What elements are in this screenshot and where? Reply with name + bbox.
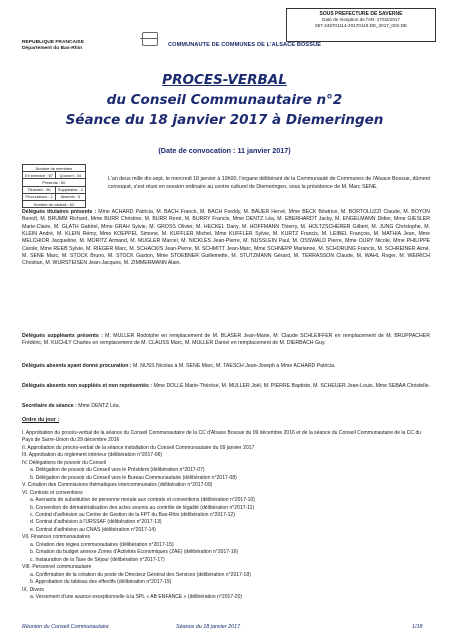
agenda-item: a. Versement d'une avance exceptionnelle à la SPL « AB ENFANCE » (délibération n°2017-20) — [30, 593, 243, 600]
agenda-item: b. Délégation de pouvoir du Conseil vers le Bureau Communautaire (délibération n°2017-08) — [30, 474, 237, 481]
suppleants-paragraph — [22, 333, 430, 348]
agenda-item: c. Contrat d'adhésion au Centre de Gestion de la FPT du Bas-Rhin (délibération n°2017-12) — [30, 511, 235, 518]
agenda-item: d. Contrat d'adhésion à l'URSSAF (délibération n°2017-13) — [30, 519, 162, 526]
members-absents: Absents : 5 — [55, 193, 85, 200]
agenda-item: III. Approbation du règlement intérieur (délibération n°2017-06) — [22, 452, 163, 459]
document-title: PROCES-VERBAL — [162, 72, 287, 88]
agenda-item: b. Création du budget annexe Zones d'Activités Economiques (ZAE) (délibération n°2017-16) — [30, 549, 239, 556]
community-logo-icon — [142, 32, 158, 46]
secretary-paragraph — [22, 403, 430, 410]
agenda-item: a. Confirmation de la création du poste de Directeur Général des Services (délibération n°2017-18) — [30, 571, 251, 578]
convocation-date: (Date de convocation : 11 janvier 2017) — [158, 146, 291, 155]
agenda-item: b. Approbation du tableau des effectifs (délibération n°2017-19) — [30, 579, 172, 586]
procuration-label: Délégués absents ayant donné procuration : — [22, 363, 132, 369]
agenda-item: VIII. Personnel communautaire — [22, 564, 92, 571]
procuration-paragraph — [22, 363, 430, 370]
session-date-title: Séance du 18 janvier 2017 à Diemeringen — [65, 112, 384, 128]
secretary-label: Secrétaire de séance : — [22, 403, 77, 409]
secretary-name: Mme DENTZ Léa. — [78, 403, 121, 409]
members-suppleants: Suppléants : 4 — [55, 186, 85, 193]
titulaires-label: Délégués titulaires présents : — [22, 209, 97, 215]
stamp-line-1: SOUS PREFECTURE DE SAVERNE — [319, 11, 403, 17]
agenda-item: VI. Contrats et conventions — [22, 489, 83, 496]
agenda-item: IX. Divers — [22, 586, 44, 593]
members-table — [22, 164, 86, 208]
members-table-head: Nombre de membres — [23, 165, 86, 172]
republic-header — [22, 40, 84, 52]
community-name: COMMUNAUTE DE COMMUNES DE L'ALSACE BOSSUE — [168, 42, 322, 48]
agenda-item: I. Approbation du procès-verbal de la séance du Conseil Communautaire de la CC d'Alsace Bossue du 09 décembre 2016 et de la séance du Conseil Communautaire de la CC du Pays de Sarre-Union du 29 décembre 2016 — [22, 430, 422, 444]
members-titulaires: Titulaires : 56 — [23, 186, 56, 193]
titulaires-paragraph — [22, 209, 430, 268]
agenda-item: a. Création des régies communautaires (délibération n°2017-15) — [30, 541, 174, 548]
absents-paragraph — [22, 383, 430, 390]
agenda-item: V. Création des Commissions thématiques intercommunales (délibération n°2017-09) — [22, 482, 213, 489]
agenda-heading: Ordre du jour : — [22, 417, 60, 423]
stamp-line-2: Date de réception de l'AR: 27/02/2017 — [322, 17, 400, 22]
suppleants-label: Délégués suppléants présents : — [22, 333, 103, 339]
members-procurations: Procurations : 2 — [23, 193, 56, 200]
members-voters: Nombre de votants : 62 — [23, 200, 86, 207]
agenda-item: VII. Finances communautaires — [22, 534, 91, 541]
agenda-item: IV. Délégations de pouvoir du Conseil — [22, 459, 106, 466]
footer-left: Réunion du Conseil Communautaire — [22, 624, 109, 630]
procuration-list: M. NUSS Nicolas à M. SENE Marc, M. TAESCH Jean-Joseph à Mme ACHARD Patricia. — [133, 363, 336, 369]
agenda-list — [22, 430, 432, 601]
agenda-item: c. Instauration de la Taxe de Séjour (délibération n°2017-17) — [30, 556, 165, 563]
agenda-item: b. Convention de dématérialisation des actes soumis au contrôle de légalité (délibération n°2017-11) — [30, 504, 255, 511]
members-present: Présents : 60 — [23, 179, 86, 186]
intro-paragraph: L'an deux mille dix-sept, le mercredi 18 janvier à 19h00, l'organe délibérant de la Communauté de Communes de l'Alsace Bossue, dûment convoqué, s'est réuni en session ordinaire au centre culturel de Diemeringen, sous la présidence de M. Marc SENE. — [108, 176, 430, 190]
republic-label: REPUBLIQUE FRANCAISE — [22, 40, 84, 45]
page-number: 1/18 — [412, 624, 423, 630]
agenda-item: e. Contrat d'adhésion au CNAS (délibération n°2017-14) — [30, 526, 156, 533]
agenda-item: a. Avenants de substitution de personne morale aux contrats et conventions (délibération n°2017-10) — [30, 497, 255, 504]
footer-center: Séance du 18 janvier 2017 — [176, 624, 241, 630]
department-label: Département du Bas-Rhin — [22, 46, 83, 52]
agenda-item: II. Approbation du procès-verbal de la séance installation du Conseil Communautaire du 09 janvier 2017 — [22, 444, 255, 451]
agenda-item: a. Délégation de pouvoir du Conseil vers le Président (délibération n°2017-07) — [30, 467, 205, 474]
stamp-line-3: 067-246701114-20170118-DE_2017_002-DE — [315, 23, 407, 28]
members-quorum: Quorum : 34 — [55, 172, 85, 179]
document-subtitle: du Conseil Communautaire n°2 — [106, 92, 343, 108]
titulaires-list: Mme ACHARD Patricia, M. BACH Franck, M. BACH Freddy, M. BAUER Hervé, Mme BECK Béatrice, M. BORTOLUZZI Claude, M. BOYON Benoît, M. BRUMM Richard, Mme BURR Christine, M. BURR René, M. BURRY Francis, Mme DENTZ Léa, M. EBERHARDT Jacky, M. ENGELMANN Didier, Mme GIESLER Marie-Claire, M. GLATH Gabriel, Mme GRAH Sylvie, M. GROSS Olivier, M. HECKEL Dany, M. HOFFMANN Thierry, M. HOLTZSCHERER Gilbert, M. JUNG Christophe, M. KLEIN André, M. KLEIN Rémy, Mme KOEPPEL Simone, M. KUFFLER Michel, Mme KUFFLER Sylvie, M. KURTZ Francis, M. LEIBEL François, M. MATHIA Jean, Mme MELCHIOR Jacqueline, M. MORITZ Armand, M. MUGLER Marcel, M. NICKLES Jean-Pierre, M. NUSSLEIN Paul, M. OSSWALD Pierre, Mme OURY Nicole, Mme PHILIPPE Carole, Mme REEB Sylvie, M. RIEGER Marc, M. SCHACKIS Jean-Pierre, M. SCHMITT Jean-Marc, Mme SCHNEPP Marianne, M. SCHORUNG Francis, M. SCHREINER Aimé, M. SENE Marc, M. STOCK Bruno, M. STOCK Gaston, Mme STOEBNER Guillemette, M. STUTZMANN Gérard, M. TERRASSON Claude, M. WAHL Roger, M. WEIRICH Christian, M. WURSTEISEN Jean-Jacques, M. ZIMMERMANN Alain. — [22, 209, 430, 267]
absents-label: Délégués absents non suppléés et non représentés : — [22, 383, 153, 389]
absents-list: Mme DOLLE Marie-Thérèse, M. MULLER Joël, M. PIERRE Baptiste, M. SCHEUER Jean-Louis, Mme SEBAA Christelle. — [153, 383, 430, 389]
members-in-office: En exercice : 67 — [23, 172, 56, 179]
suppleants-list: M. MULLER Rodolphe en remplacement de M. BLASER Jean-Marie, M. Claude SCHLEIFFER en remplacement de M. BRUPPACHER Frédéric, M. KUCHLY Charles en remplacement de M. CLAUSS Marc, M. MULLER Daniel en remplacement de M. DIERBACH Guy. — [22, 333, 430, 347]
prefecture-receipt-stamp — [286, 8, 436, 42]
logo-divider — [140, 38, 158, 39]
